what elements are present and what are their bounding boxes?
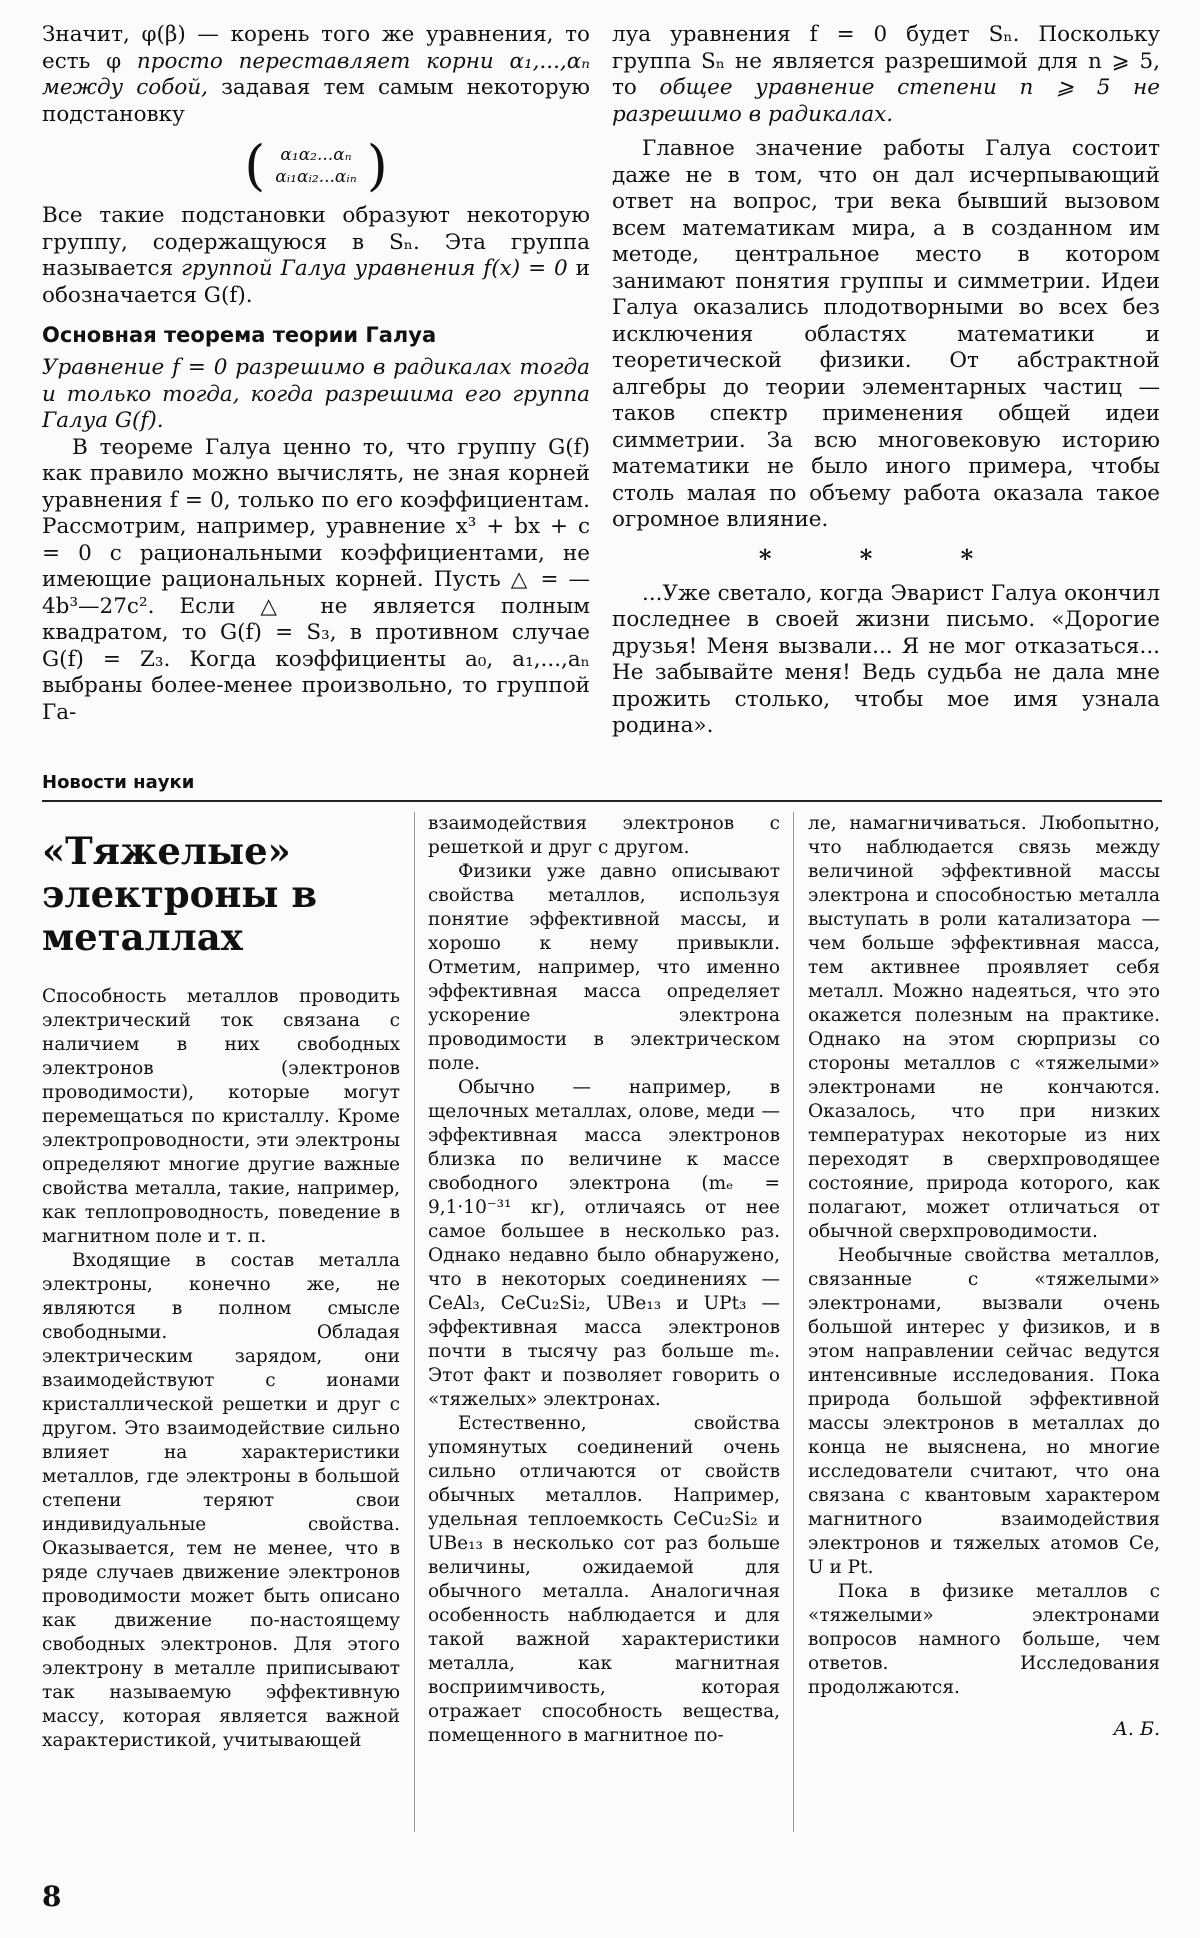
author-signature: А. Б.	[1113, 1718, 1160, 1740]
galois-paragraph: луа уравнения f = 0 будет Sₙ. Поскольку группа Sₙ не является разрешимой для n ⩾ 5, то общее уравнение степени n ⩾ 5 не разрешимо в радикалах.	[612, 22, 1160, 127]
news-column-3	[808, 812, 1160, 1842]
matrix-row-top: α₁α₂...αₙ	[280, 144, 352, 165]
news-column-1	[42, 812, 400, 1842]
article-title: «Тяжелые» электроны в металлах	[42, 829, 318, 959]
news-paragraph: Пока в физике металлов с «тяжелыми» электронами вопросов намного больше, чем ответов. Исследования продолжаются.	[808, 1581, 1160, 1698]
theorem-heading: Основная теорема теории Галуа	[42, 323, 437, 347]
news-paragraph: Естественно, свойства упомянутых соединений очень сильно отличаются от свойств обычных металлов. Например, удельная теплоемкость CeCu₂Si₂ и UBe₁₃ в несколько сот раз больше величины, ожидаемой для обычного металла. Аналогичная особенность наблюдается и для такой важной характеристики металла, как магнитная восприимчивость, которая отражает способность вещества, помещенного в магнитное по-	[428, 1413, 780, 1746]
galois-paragraph: Значит, φ(β) — корень того же уравнения, то есть φ просто переставляет корни α₁,...,αₙ между собой, задавая тем самым некоторую подстановку	[42, 22, 590, 127]
matrix-row-bottom: αᵢ₁αᵢ₂...αᵢₙ	[275, 166, 357, 187]
galois-closing-paragraph: ...Уже светало, когда Эварист Галуа окончил последнее в своей жизни письмо. «Дорогие друзья! Меня вызвали... Я не мог отказаться... Не забывайте меня! Ведь судьба не дала мне прожить столько, чтобы мое имя узнала родина».	[612, 580, 1160, 738]
section-label: Новости науки	[42, 772, 195, 793]
section-stars-divider: * * *	[758, 543, 1014, 573]
news-paragraph: Необычные свойства металлов, связанные с «тяжелыми» электронами, вызвали очень большой интерес у физиков, и в этом направлении сейчас ведутся интенсивные исследования. Пока природа большой эффективной массы электронов в металлах до конца не выяснена, но многие исследователи считают, что она связана с квантовым характером магнитного взаимодействия электронов и тяжелых атомов Ce, U и Pt.	[808, 1245, 1160, 1578]
theorem-statement: Уравнение f = 0 разрешимо в радикалах тогда и только тогда, когда разрешима его группа Галуа G(f).	[42, 355, 590, 433]
galois-paragraph: Главное значение работы Галуа состоит даже не в том, что он дал исчерпывающий ответ на вопрос, три века бывший вызовом всем математикам мира, а в созданном им методе, центральное место в котором занимают понятия группы и симметрии. Идеи Галуа оказались плодотворными во всех без исключения областях математики и теоретической физики. От абстрактной алгебры до теории элементарных частиц — таков спектр применения общей идеи симметрии. За всю многовековую историю математики не было иного примера, чтобы столь малая по объему работа оказала такое огромное влияние.	[612, 136, 1160, 532]
news-paragraph: Физики уже давно описывают свойства металлов, используя понятие эффективной массы, и хорошо к нему привыкли. Отметим, например, что именно эффективная масса определяет ускорение электрона проводимости в электрическом поле.	[428, 861, 780, 1074]
news-column-2	[428, 812, 780, 1842]
news-paragraph: Обычно — например, в щелочных металлах, олове, меди — эффективная масса электронов близка по величине к массе свободного электрона (mₑ = 9,1·10⁻³¹ кг), отличаясь от нее самое большее в несколько раз. Однако недавно было обнаружено, что в некоторых соединениях — CeAl₃, CeCu₂Si₂, UBe₁₃ и UPt₃ — эффективная масса электронов почти в тысячу раз больше mₑ. Этот факт и позволяет говорить о «тяжелых» электронах.	[428, 1077, 780, 1410]
page-number: 8	[42, 1880, 62, 1913]
news-paragraph: ле, намагничиваться. Любопытно, что наблюдается связь между величиной эффективной массы электрона и способностью металла выступать в роли катализатора — чем больше эффективная масса, тем активнее проявляет себя металл. Можно надеяться, что это окажется полезным на практике. Однако на этом сюрпризы со стороны металлов с «тяжелыми» электронами не кончаются. Оказалось, что при низких температурах некоторые из них переходят в сверхпроводящее состояние, природа которого, как полагают, может отличаться от обычной сверхпроводимости.	[808, 813, 1160, 1242]
news-paragraph: Способность металлов проводить электрический ток связана с наличием в них свободных электронов (электронов проводимости), которые могут перемещаться по кристаллу. Кроме электропроводности, эти электроны определяют многие другие важные свойства металла, такие, например, как теплопроводность, поведение в магнитном поле и т. п.	[42, 986, 400, 1247]
news-paragraph: Входящие в состав металла электроны, конечно же, не являются в полном смысле свободными. Обладая электрическим зарядом, они взаимодействуют с ионами кристаллической решетки и друг с другом. Это взаимодействие сильно влияет на характеристики металлов, где электроны в большой степени теряют свои индивидуальные свойства. Оказывается, тем не менее, что в ряде случаев движение электронов проводимости может быть описано как движение по-настоящему свободных электронов. Для этого электрону в металле приписывают так называемую эффективную массу, которая является важной характеристикой, учитывающей	[42, 1250, 400, 1751]
permutation-matrix: ( α₁α₂...αₙ αᵢ₁αᵢ₂...αᵢₙ )	[244, 134, 388, 197]
news-paragraph: взаимодействия электронов с решеткой и друг с другом.	[428, 813, 780, 858]
column-divider	[414, 812, 415, 1832]
galois-paragraph: Все такие подстановки образуют некоторую группу, содержащуюся в Sₙ. Эта группа называется группой Галуа уравнения f(x) = 0 и обозначается G(f).	[42, 203, 590, 308]
galois-column-2	[612, 22, 1160, 762]
section-divider	[42, 800, 1162, 802]
galois-paragraph: В теореме Галуа ценно то, что группу G(f) как правило можно вычислять, не зная корней уравнения f = 0, только по его коэффициентам. Рассмотрим, например, уравнение x³ + bx + c = 0 с рациональными коэффициентами, не имеющие рациональных корней. Пусть △ = —4b³—27c². Если △ не является полным квадратом, то G(f) = S₃, в противном случае G(f) = Z₃. Когда коэффициенты a₀, a₁,...,aₙ выбраны более-менее произвольно, то группой Га-	[42, 434, 590, 725]
column-divider	[793, 812, 794, 1832]
galois-column-1	[42, 22, 590, 762]
